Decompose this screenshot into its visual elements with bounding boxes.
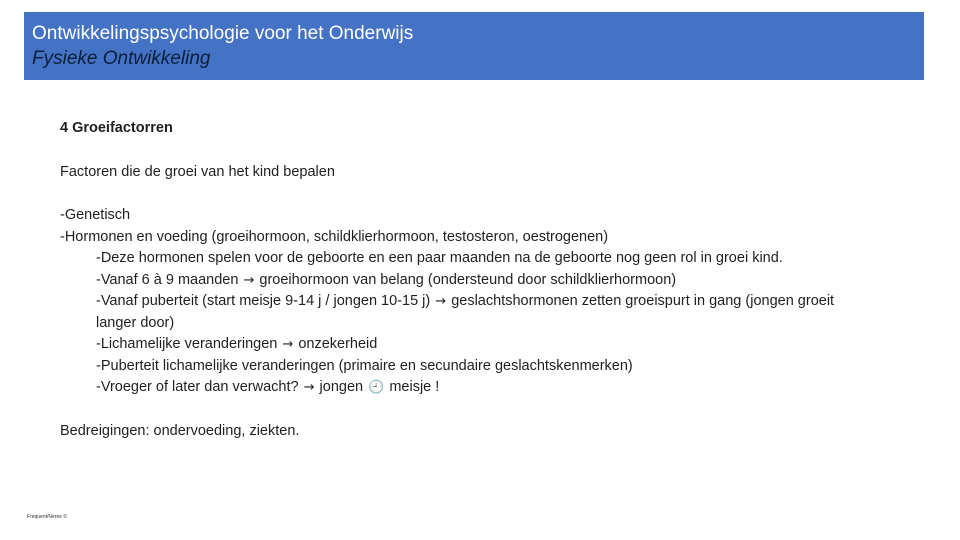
sub-list [60, 248, 860, 399]
intro-text: Factoren die de groei van het kind bepalen [60, 163, 335, 180]
sub-item-text: groeihormoon van belang (ondersteund door schildklierhormoon) [259, 271, 677, 288]
arrow-right-icon: → [282, 337, 294, 352]
section-heading: 4 Groeifactorren [60, 120, 173, 136]
sub-list-item [96, 334, 860, 356]
footer-note: Frequent/Neree © [27, 514, 68, 520]
slide-body [60, 118, 860, 442]
sub-list-item: -Deze hormonen spelen voor de geboorte en een paar maanden na de geboorte nog geen rol in groei kind. [96, 250, 783, 266]
sub-item-text: meisje ! [389, 379, 440, 395]
sub-list-item: -Puberteit lichamelijke veranderingen (primaire en secundaire geslachtskenmerken) [96, 357, 633, 374]
sub-item-text: -Lichamelijke veranderingen [96, 336, 278, 352]
sub-list-item [96, 270, 860, 292]
title-banner [24, 12, 924, 80]
arrow-right-icon: → [243, 272, 255, 288]
sub-item-text: -Vroeger of later dan verwacht? [96, 379, 299, 395]
sub-item-text: geslachtshormonen zetten groeispurt in gang (jongen groeit langer door) [96, 293, 835, 331]
sub-list-item [96, 377, 860, 399]
list-item: -Hormonen en voeding (groeihormoon, schildklierhormoon, testosteron, oestrogenen) [60, 228, 609, 245]
arrow-right-icon: → [303, 380, 315, 395]
list-item: -Genetisch [60, 207, 131, 223]
slide-subtitle: Fysieke Ontwikkeling [32, 48, 211, 69]
slide-title: Ontwikkelingspsychologie voor het Onderwijs [32, 23, 414, 44]
sub-item-text: -Vanaf puberteit (start meisje 9-14 j / jongen 10-15 j) [96, 293, 431, 309]
sub-list-item [96, 291, 860, 334]
clock-icon: 🕘 [368, 380, 385, 395]
arrow-right-icon: → [435, 294, 447, 309]
sub-item-text: onzekerheid [298, 336, 378, 352]
sub-item-text: jongen [319, 379, 364, 395]
closing-text: Bedreigingen: ondervoeding, ziekten. [60, 422, 300, 439]
sub-item-text: -Vanaf 6 à 9 maanden [96, 271, 239, 288]
